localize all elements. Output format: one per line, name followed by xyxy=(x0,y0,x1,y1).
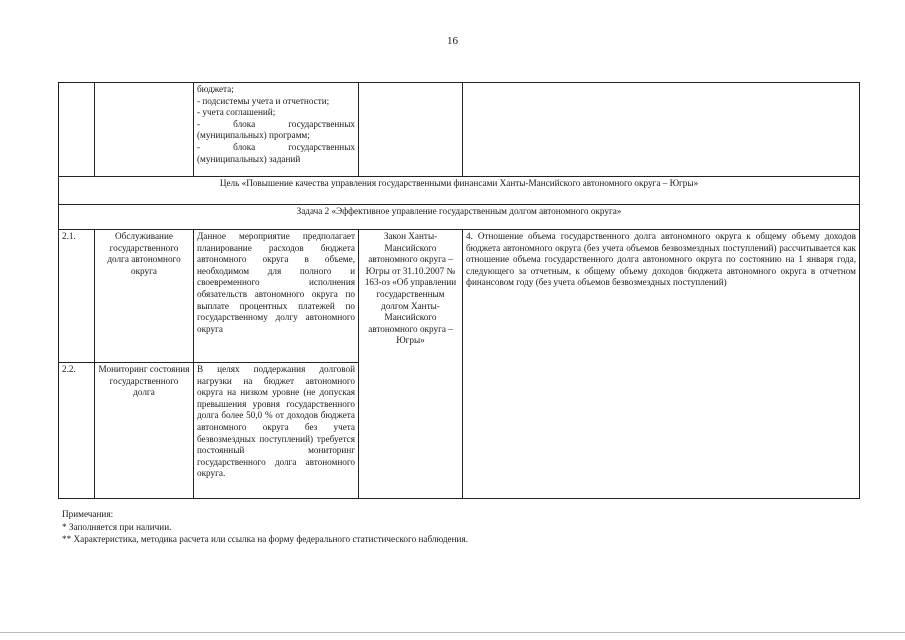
notes-title: Примечания: xyxy=(62,509,114,519)
desc-line: (муниципальных) программ; xyxy=(197,130,310,141)
desc-line: - блока государственных xyxy=(197,141,355,152)
goal-row xyxy=(59,177,860,205)
notes-block xyxy=(62,508,468,546)
program-table xyxy=(58,82,860,499)
cell-name xyxy=(95,83,194,177)
cell-law xyxy=(359,83,463,177)
cell-law: Закон Ханты-Мансийского автономного округа – Югры от 31.10.2007 № 163-оз «Об управлении государственным долгом Ханты-Мансийского автономного округа – Югры» xyxy=(359,230,463,499)
task-row xyxy=(59,205,860,230)
task-text: Задача 2 «Эффективное управление государственным долгом автономного округа» xyxy=(59,205,860,230)
table-row-continued xyxy=(59,83,860,177)
desc-line: - учета соглашений; xyxy=(197,107,276,118)
cell-number: 2.1. xyxy=(59,230,95,363)
desc-line: - блока государственных xyxy=(197,118,355,129)
cell-name: Мониторинг состояния государственного долга xyxy=(95,363,194,499)
note-item: ** Характеристика, методика расчета или ссылка на форму федерального статистического наблюдения. xyxy=(62,534,468,544)
scan-edge-divider xyxy=(0,632,905,633)
desc-line: - подсистемы учета и отчетности; xyxy=(197,95,330,106)
note-item: * Заполняется при наличии. xyxy=(62,521,172,532)
cell-indicator xyxy=(463,83,860,177)
cell-name: Обслуживание государственного долга автономного округа xyxy=(95,230,194,363)
page-number: 16 xyxy=(447,35,458,47)
cell-description: В целях поддержания долговой нагрузки на бюджет автономного округа на низком уровне (не допуская превышения уровня государственного долга более 50,0 % от доходов бюджета автономного округа без учета безвозмездных поступлений) требуется постоянный мониторинг государственного долга автономного округа. xyxy=(194,363,359,499)
cell-number xyxy=(59,83,95,177)
cell-description: Данное мероприятие предполагает планирование расходов бюджета автономного округа в объеме, необходимом для полного и своевременного исполнения обязательств автономного округа по выплате процентных платежей по государственному долгу автономного округа xyxy=(194,230,359,363)
cell-description xyxy=(194,83,359,177)
table-row xyxy=(59,230,860,363)
goal-text: Цель «Повышение качества управления государственными финансами Ханты-Мансийского автономного округа – Югры» xyxy=(59,177,860,205)
cell-indicator: 4. Отношение объема государственного долга автономного округа к общему объему доходов бюджета автономного округа (без учета объемов безвозмездных поступлений) рассчитывается как отношение объема государственного долга автономного округа по состоянию на 1 января года, следующего за отчетным, к общему объему доходов бюджета автономного округа в отчетном финансовом году (без учета объемов безвозмездных поступлений) xyxy=(463,230,860,499)
desc-line: бюджета; xyxy=(197,84,234,94)
cell-number: 2.2. xyxy=(59,363,95,499)
desc-line: (муниципальных) заданий xyxy=(197,153,301,164)
